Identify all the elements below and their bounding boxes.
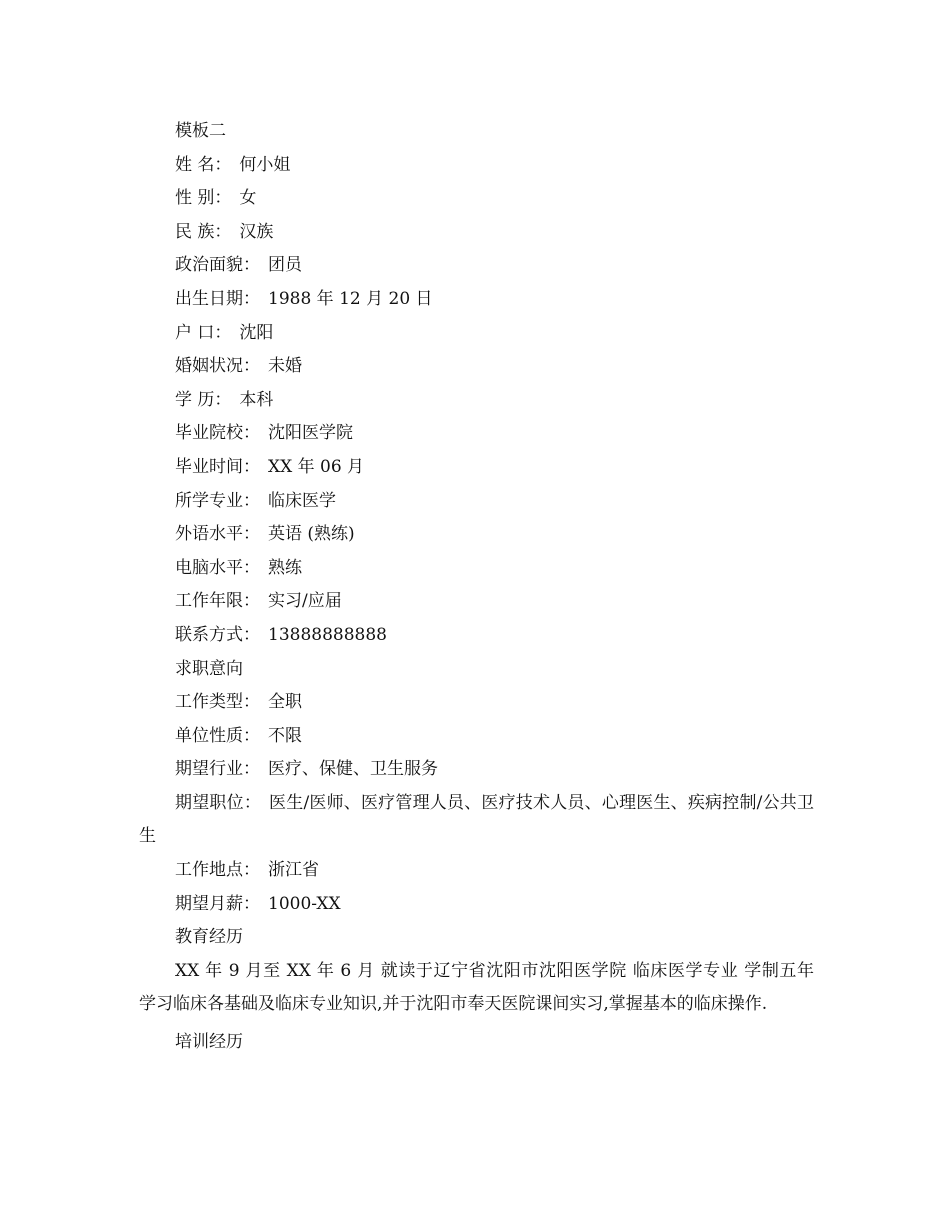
field-salary: [139, 888, 814, 922]
training-title: 培训经历: [175, 1032, 243, 1053]
field-value: 不限: [268, 725, 302, 746]
field-work-experience: [139, 585, 814, 619]
field-value: 医生/医师、医疗管理人员、医疗技术人员、心理医生、疾病控制/公共卫生: [139, 792, 814, 847]
field-label: 期望行业：: [175, 759, 260, 780]
field-value: 沈阳: [239, 322, 274, 343]
field-label: 工作年限：: [175, 591, 260, 612]
field-gender: [139, 182, 814, 216]
field-foreign-language: [139, 518, 814, 552]
field-label: 性 别：: [175, 188, 232, 209]
field-label: 婚姻状况：: [175, 356, 260, 377]
field-value: 医疗、保健、卫生服务: [268, 759, 438, 780]
education-title: 教育经历: [175, 927, 243, 948]
field-label: 期望月薪：: [175, 893, 260, 914]
field-value: 1988 年 12 月 20 日: [268, 288, 433, 309]
field-ethnicity: [139, 216, 814, 250]
field-industry: [139, 753, 814, 787]
field-value: 临床医学: [268, 490, 336, 511]
field-value: 沈阳医学院: [268, 423, 353, 444]
field-education-level: [139, 384, 814, 418]
field-computer-skill: [139, 552, 814, 586]
field-value: 未婚: [268, 356, 302, 377]
field-value: 何小姐: [239, 154, 291, 175]
field-value: 团员: [268, 255, 302, 276]
field-label: 电脑水平：: [175, 557, 260, 578]
field-label: 期望职位：: [175, 792, 262, 813]
field-label: 毕业院校：: [175, 423, 260, 444]
field-position: [139, 787, 814, 854]
field-job-type: [139, 686, 814, 720]
field-major: [139, 485, 814, 519]
template-title: 模板二: [175, 121, 226, 141]
field-value: XX 年 06 月: [268, 456, 365, 477]
field-label: 联系方式：: [175, 624, 260, 645]
field-label: 工作地点：: [175, 860, 260, 881]
field-label: 户 口：: [175, 322, 232, 343]
field-value: 1000-XX: [268, 893, 341, 914]
field-name: [139, 149, 814, 183]
field-label: 所学专业：: [175, 490, 260, 511]
field-marital-status: [139, 350, 814, 384]
education-text: XX 年 9 月至 XX 年 6 月 就读于辽宁省沈阳市沈阳医学院 临床医学专业 学制五年 学习临床各基础及临床专业知识,并于沈阳市奉天医院课间实习,掌握基本的临床操作.: [139, 960, 814, 1015]
field-graduation-time: [139, 451, 814, 485]
field-label: 外语水平：: [175, 524, 260, 545]
field-value: 浙江省: [268, 860, 319, 881]
field-birth-date: [139, 283, 814, 317]
field-label: 政治面貌：: [175, 255, 260, 276]
field-hukou: [139, 317, 814, 351]
field-label: 学 历：: [175, 389, 232, 410]
field-value: 13888888888: [268, 624, 387, 645]
resume-content: [139, 115, 814, 1060]
field-location: [139, 854, 814, 888]
field-value: 英语 (熟练): [268, 524, 355, 545]
field-school: [139, 417, 814, 451]
field-contact: [139, 619, 814, 653]
field-employer-type: [139, 720, 814, 754]
field-value: 女: [239, 188, 257, 209]
field-value: 汉族: [239, 221, 274, 242]
field-value: 本科: [239, 389, 274, 410]
field-label: 毕业时间：: [175, 456, 260, 477]
field-value: 全职: [268, 692, 302, 713]
field-value: 实习/应届: [268, 591, 342, 612]
field-political-status: [139, 249, 814, 283]
field-label: 出生日期：: [175, 288, 260, 309]
field-label: 工作类型：: [175, 692, 260, 713]
field-value: 熟练: [268, 557, 302, 578]
field-label: 民 族：: [175, 221, 232, 242]
field-label: 单位性质：: [175, 725, 260, 746]
job-section-title: 求职意向: [175, 658, 243, 679]
field-label: 姓 名：: [175, 154, 232, 175]
